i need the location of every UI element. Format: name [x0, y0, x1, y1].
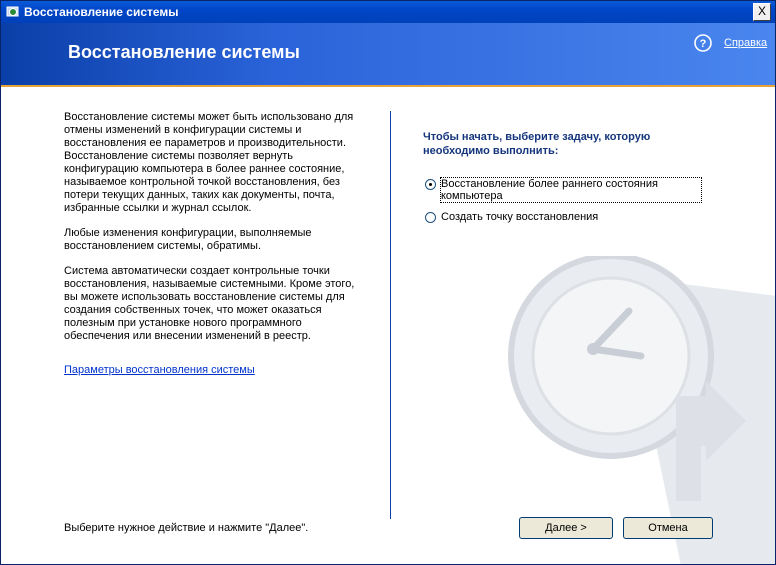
svg-text:?: ?: [699, 38, 707, 50]
option-label[interactable]: Восстановление более раннего состояния компьютера: [441, 178, 701, 202]
restore-settings-link[interactable]: Параметры восстановления системы: [64, 364, 255, 376]
description-paragraph: Восстановление системы может быть использовано для отмены изменений в конфигурации системы и восстановления ее параметров и производительности. Восстановление системы позволяет вернуть конфигурацию компьютера в более раннее состояние, называемое контрольной точкой восстановления, без потери текущих данных, таких как документы, почта, избранные ссылки и журнал ссылок.: [64, 111, 354, 214]
cancel-button[interactable]: Отмена: [623, 517, 713, 539]
option-label[interactable]: Создать точку восстановления: [441, 211, 599, 223]
page-title: Восстановление системы: [68, 42, 300, 62]
description-paragraph: Система автоматически создает контрольные точки восстановления, называемые системными. Кроме этого, вы можете использовать восстановление системы для создания собственных точек, что может оказаться полезным при установке нового программного обеспечения или внесении изменений в реестр.: [64, 265, 355, 342]
window-title: Восстановление системы: [24, 5, 179, 19]
column-divider: [390, 111, 391, 519]
system-restore-icon: [5, 4, 21, 20]
title-bar[interactable]: [1, 1, 775, 23]
help-icon[interactable]: [694, 34, 712, 52]
radio-button[interactable]: [425, 212, 436, 223]
description-paragraph: Любые изменения конфигурации, выполняемые восстановлением системы, обратимы.: [64, 227, 312, 252]
description-column: [64, 111, 364, 355]
next-button[interactable]: Далее >: [519, 517, 613, 539]
header-banner: [1, 23, 775, 85]
radio-button-checked[interactable]: [425, 179, 436, 190]
help-link[interactable]: Справка: [724, 37, 768, 49]
task-heading: Чтобы начать, выберите задачу, которую необходимо выполнить:: [423, 131, 651, 157]
header-accent-line: [1, 85, 775, 87]
close-button[interactable]: X: [753, 3, 771, 21]
footer-hint: Выберите нужное действие и нажмите "Далее".: [64, 522, 309, 534]
